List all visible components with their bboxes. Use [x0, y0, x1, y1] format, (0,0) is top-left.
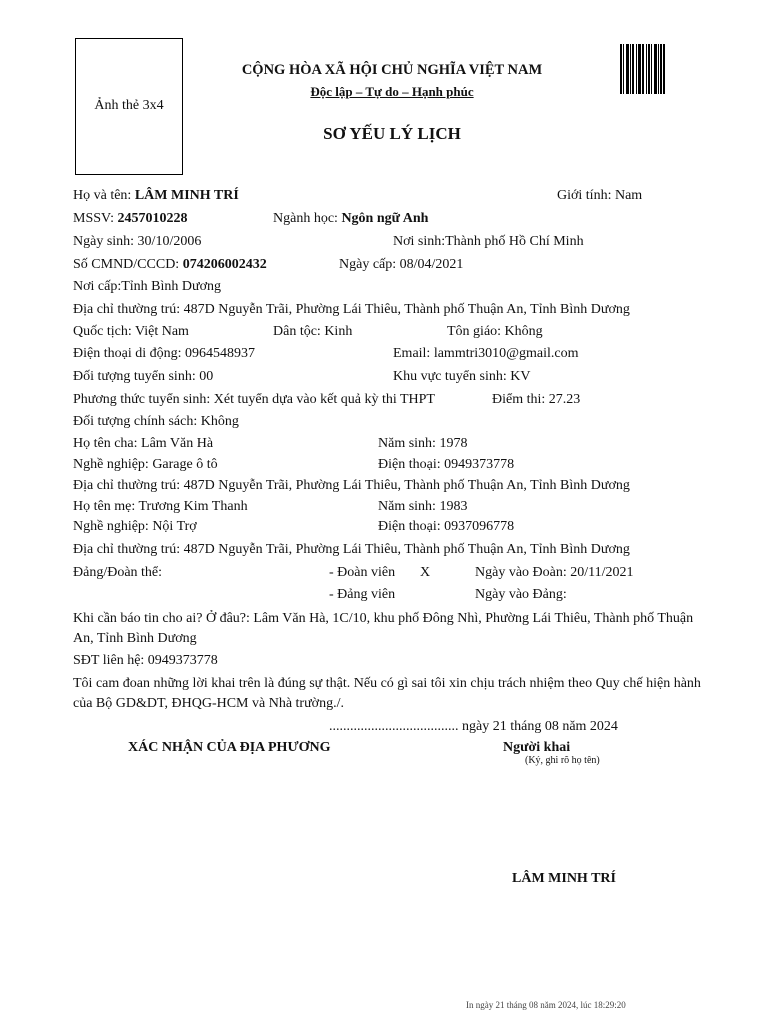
cccd-number: 074206002432: [182, 257, 267, 272]
admission-area: Khu vực tuyển sinh: KV: [393, 369, 531, 384]
name-row: [73, 187, 239, 205]
signed-name: LÂM MINH TRÍ: [512, 871, 616, 886]
major: Ngôn ngữ Anh: [341, 211, 429, 226]
sign-note: (Ký, ghi rõ họ tên): [525, 755, 600, 766]
mother-birth-year: Năm sinh: 1983: [378, 499, 468, 514]
date-of-birth: Ngày sinh: 30/10/2006: [73, 234, 202, 249]
student-id: 2457010228: [117, 211, 188, 226]
party-member: - Đảng viên: [329, 587, 396, 602]
emergency-contact: Khi cần báo tin cho ai? Ở đâu?: Lâm Văn Hà, 1C/10, khu phố Đông Nhì, Phường Lái Thiêu, Thành phố Thuận An, Tỉnh Bình Dương: [73, 611, 694, 646]
date-line: ..................................... ngày 21 tháng 08 năm 2024: [329, 719, 618, 734]
religion: Tôn giáo: Không: [447, 324, 543, 339]
name-label: Họ và tên:: [73, 188, 132, 203]
admission-group: Đối tượng tuyển sinh: 00: [73, 369, 214, 384]
major-row: [273, 210, 428, 228]
mobile-phone: Điện thoại di động: 0964548937: [73, 346, 255, 361]
cccd-label: Số CMND/CCCD:: [73, 257, 180, 272]
mother-name: Họ tên mẹ: Trương Kim Thanh: [73, 499, 248, 514]
declaration: Tôi cam đoan những lời khai trên là đúng sự thật. Nếu có gì sai tôi xin chịu trách nhiệm theo Quy chế hiện hành của Bộ GD&DT, ĐHQG-HCM và Nhà trường./.: [73, 676, 701, 711]
major-label: Ngành học:: [273, 211, 338, 226]
issue-place: Nơi cấp:Tỉnh Bình Dương: [73, 279, 221, 294]
document-title: SƠ YẾU LÝ LỊCH: [323, 124, 461, 143]
mother-job: Nghề nghiệp: Nội Trợ: [73, 519, 197, 534]
student-name: LÂM MINH TRÍ: [134, 188, 239, 203]
father-phone: Điện thoại: 0949373778: [378, 457, 515, 472]
print-timestamp: In ngày 21 tháng 08 năm 2024, lúc 18:29:20: [466, 1000, 626, 1010]
declarant-label: Người khai: [503, 740, 571, 755]
email: Email: lammtri3010@gmail.com: [393, 346, 579, 361]
father-birth-year: Năm sinh: 1978: [378, 436, 468, 451]
policy-group: Đối tượng chính sách: Không: [73, 414, 239, 429]
photo-placeholder: [75, 38, 183, 175]
nationality: Quốc tịch: Việt Nam: [73, 324, 189, 339]
father-job: Nghề nghiệp: Garage ô tô: [73, 457, 218, 472]
student-id-row: [73, 210, 187, 228]
country-header: CỘNG HÒA XÃ HỘI CHỦ NGHĨA VIỆT NAM: [241, 62, 543, 78]
mother-address: Địa chỉ thường trú: 487D Nguyễn Trãi, Phường Lái Thiêu, Thành phố Thuận An, Tỉnh Bình Dương: [73, 542, 630, 557]
photo-label: Ảnh thẻ 3x4: [94, 98, 164, 113]
exam-score: Điểm thi: 27.23: [492, 392, 581, 407]
student-address: Địa chỉ thường trú: 487D Nguyễn Trãi, Phường Lái Thiêu, Thành phố Thuận An, Tỉnh Bình Dương: [73, 302, 630, 317]
local-confirmation: XÁC NHẬN CỦA ĐỊA PHƯƠNG: [128, 740, 331, 755]
cccd-row: [73, 256, 267, 274]
contact-phone: SĐT liên hệ: 0949373778: [73, 653, 218, 668]
party-label: Đảng/Đoàn thể:: [73, 565, 163, 580]
father-name: Họ tên cha: Lâm Văn Hà: [73, 436, 214, 451]
birthplace: Nơi sinh:Thành phố Hồ Chí Minh: [393, 234, 584, 249]
issue-date: Ngày cấp: 08/04/2021: [339, 257, 464, 272]
youth-union-date: Ngày vào Đoàn: 20/11/2021: [475, 565, 634, 580]
youth-union-mark: X: [420, 565, 431, 580]
ethnicity: Dân tộc: Kinh: [273, 324, 353, 339]
gender: Giới tính: Nam: [557, 188, 643, 203]
mother-phone: Điện thoại: 0937096778: [378, 519, 515, 534]
party-date: Ngày vào Đảng:: [475, 587, 567, 602]
motto-header: Độc lập – Tự do – Hạnh phúc: [310, 84, 474, 99]
admission-method: Phương thức tuyển sinh: Xét tuyển dựa vào kết quả kỳ thi THPT: [73, 392, 435, 407]
student-id-label: MSSV:: [73, 211, 114, 226]
youth-union: - Đoàn viên: [329, 565, 396, 580]
father-address: Địa chỉ thường trú: 487D Nguyễn Trãi, Phường Lái Thiêu, Thành phố Thuận An, Tỉnh Bình Dương: [73, 478, 630, 493]
